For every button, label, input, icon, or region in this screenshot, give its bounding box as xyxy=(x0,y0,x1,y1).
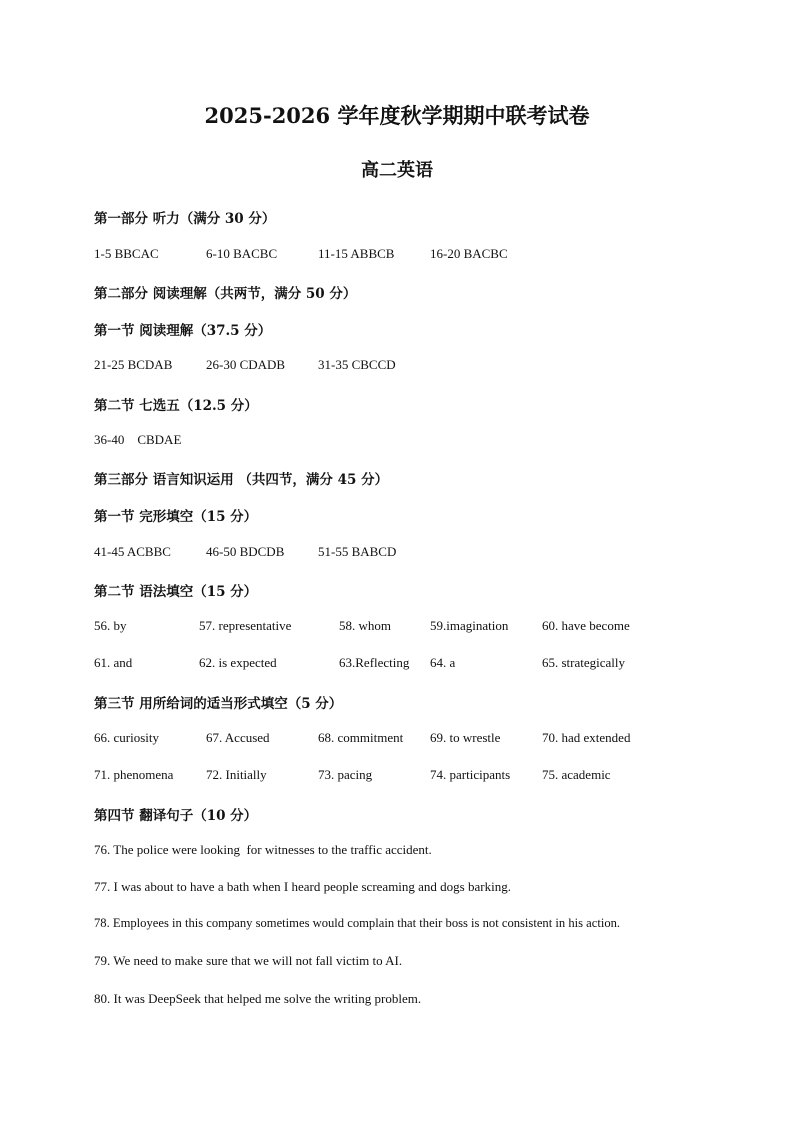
answer-group: 51-55 BABCD xyxy=(318,544,397,559)
part3-sec1-heading: 第一节 完形填空（15 分） xyxy=(94,509,258,525)
translation-sentence: 80. It was DeepSeek that helped me solve the writing problem. xyxy=(94,991,422,1006)
part3-heading: 第三部分 语言知识运用 （共四节，满分 45 分） xyxy=(94,472,389,488)
answer-item: 58. whom xyxy=(339,618,391,633)
answer-group: 6-10 BACBC xyxy=(206,246,278,261)
answer-item: 56. by xyxy=(94,618,127,633)
answer-item: 59.imagination xyxy=(430,618,509,633)
part3-sec3-heading: 第三节 用所给词的适当形式填空（5 分） xyxy=(94,696,343,712)
answer-group: 46-50 BDCDB xyxy=(206,544,285,559)
answer-item: 69. to wrestle xyxy=(430,730,501,745)
answer-item: 67. Accused xyxy=(206,730,270,745)
translation-sentence: 77. I was about to have a bath when I heard people screaming and dogs barking. xyxy=(94,879,511,894)
answer-group: 16-20 BACBC xyxy=(430,246,508,261)
part2-heading: 第二部分 阅读理解（共两节，满分 50 分） xyxy=(94,286,357,302)
answer-group: 1-5 BBCAC xyxy=(94,246,159,261)
answer-group: 31-35 CBCCD xyxy=(318,357,396,372)
answer-item: 61. and xyxy=(94,655,133,670)
page-title: 2025-2026 学年度秋学期期中联考试卷 xyxy=(204,103,590,128)
part2-sec2-heading: 第二节 七选五（12.5 分） xyxy=(94,398,258,414)
answer-item: 57. representative xyxy=(199,618,292,633)
answer-item: 63.Reflecting xyxy=(339,655,410,670)
answer-item: 74. participants xyxy=(430,767,511,782)
part3-sec4-heading: 第四节 翻译句子（10 分） xyxy=(94,808,258,824)
answer-item: 71. phenomena xyxy=(94,767,174,782)
answer-group: 41-45 ACBBC xyxy=(94,544,171,559)
answer-item: 70. had extended xyxy=(542,730,631,745)
part2-sec1-heading: 第一节 阅读理解（37.5 分） xyxy=(94,323,272,339)
answer-item: 62. is expected xyxy=(199,655,277,670)
answer-item: 68. commitment xyxy=(318,730,404,745)
translation-sentence: 78. Employees in this company sometimes would complain that their boss is not consistent in his action. xyxy=(94,916,621,930)
answer-item: 60. have become xyxy=(542,618,630,633)
translation-sentence: 76. The police were looking for witnesses to the traffic accident. xyxy=(94,842,432,857)
answer-item: 72. Initially xyxy=(206,767,267,782)
page-subtitle: 高二英语 xyxy=(361,160,433,181)
translation-sentence: 79. We need to make sure that we will not fall victim to AI. xyxy=(94,953,403,968)
answer-item: 65. strategically xyxy=(542,655,626,670)
answer-item: 75. academic xyxy=(542,767,611,782)
answer-item: 73. pacing xyxy=(318,767,373,782)
part1-heading: 第一部分 听力（满分 30 分） xyxy=(94,211,276,227)
answer-group: 11-15 ABBCB xyxy=(318,246,395,261)
answer-item: 64. a xyxy=(430,655,456,670)
answer-group: 26-30 CDADB xyxy=(206,357,286,372)
answer-item: 66. curiosity xyxy=(94,730,159,745)
part3-sec2-heading: 第二节 语法填空（15 分） xyxy=(94,584,258,600)
answer-group: 36-40 CBDAE xyxy=(94,432,182,447)
answer-group: 21-25 BCDAB xyxy=(94,357,173,372)
